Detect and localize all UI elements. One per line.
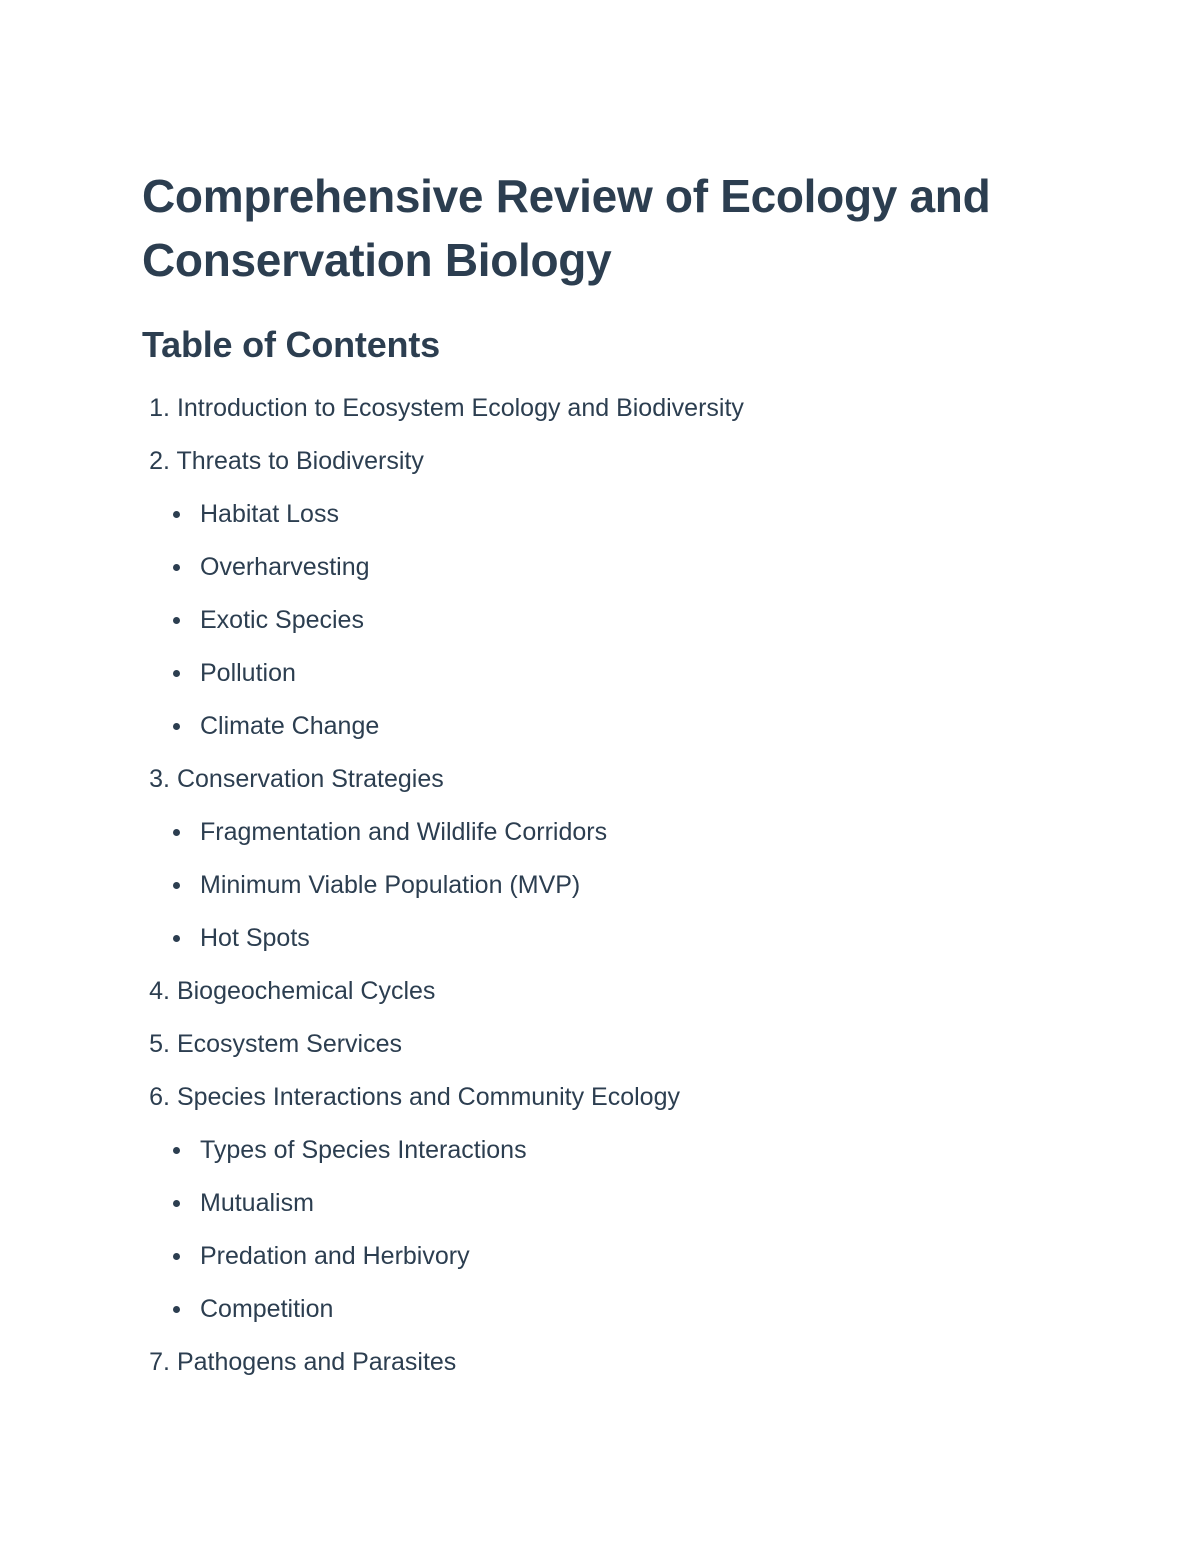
- bullet-icon: [173, 723, 180, 730]
- bullet-icon: [173, 935, 180, 942]
- toc-subitem-label: Habitat Loss: [200, 500, 339, 528]
- toc-item: [142, 445, 1062, 742]
- toc-subitem: [142, 869, 1062, 901]
- toc-subitem: [142, 1293, 1062, 1325]
- toc-subitem-label: Overharvesting: [200, 553, 370, 581]
- toc-subitem: [142, 657, 1062, 689]
- toc-item-label: Species Interactions and Community Ecology: [176, 1083, 680, 1111]
- toc-item-label: Introduction to Ecosystem Ecology and Biodiversity: [176, 394, 744, 422]
- toc-item: [142, 392, 1062, 424]
- toc-subitem: [142, 604, 1062, 636]
- toc-subitem-label: Exotic Species: [200, 606, 364, 634]
- bullet-icon: [173, 511, 180, 518]
- toc-subitem: [142, 551, 1062, 583]
- toc-subitem-label: Predation and Herbivory: [200, 1242, 470, 1270]
- toc-subitem-label: Mutualism: [200, 1189, 314, 1217]
- toc-item: [142, 975, 1062, 1007]
- bullet-icon: [173, 829, 180, 836]
- toc-item-label: Conservation Strategies: [176, 765, 444, 793]
- toc-item-number: 3.: [149, 765, 170, 793]
- toc-subitem-label: Types of Species Interactions: [200, 1136, 527, 1164]
- toc-subitem-label: Climate Change: [200, 712, 380, 740]
- bullet-icon: [173, 617, 180, 624]
- document-title: Comprehensive Review of Ecology and Conservation Biology: [142, 170, 991, 286]
- document-page: [142, 164, 1062, 1399]
- toc-item-number: 4.: [149, 977, 170, 1005]
- toc-sublist: [142, 498, 1062, 742]
- toc-item-label: Biogeochemical Cycles: [176, 977, 436, 1005]
- bullet-icon: [173, 1253, 180, 1260]
- toc-subitem-label: Minimum Viable Population (MVP): [200, 871, 581, 899]
- bullet-icon: [173, 1200, 180, 1207]
- toc-subitem-label: Competition: [200, 1295, 334, 1323]
- toc-sublist: [142, 1134, 1062, 1325]
- toc-item-number: 2.: [149, 447, 170, 475]
- toc-subitem: [142, 1134, 1062, 1166]
- toc-item-label: Ecosystem Services: [176, 1030, 403, 1058]
- bullet-icon: [173, 670, 180, 677]
- bullet-icon: [173, 564, 180, 571]
- toc-subitem: [142, 710, 1062, 742]
- toc-heading: Table of Contents: [142, 324, 440, 365]
- table-of-contents: [142, 392, 1062, 1378]
- toc-item-number: 7.: [149, 1348, 170, 1376]
- toc-item-label: Threats to Biodiversity: [176, 447, 424, 475]
- toc-item: [142, 763, 1062, 954]
- toc-subitem-label: Fragmentation and Wildlife Corridors: [200, 818, 608, 846]
- toc-item-number: 5.: [149, 1030, 170, 1058]
- toc-subitem: [142, 922, 1062, 954]
- toc-item: [142, 1081, 1062, 1325]
- toc-sublist: [142, 816, 1062, 954]
- toc-subitem: [142, 498, 1062, 530]
- toc-subitem: [142, 1240, 1062, 1272]
- toc-item: [142, 1028, 1062, 1060]
- bullet-icon: [173, 882, 180, 889]
- bullet-icon: [173, 1147, 180, 1154]
- toc-subitem-label: Pollution: [200, 659, 296, 687]
- toc-item-number: 6.: [149, 1083, 170, 1111]
- toc-item: [142, 1346, 1062, 1378]
- toc-item-label: Pathogens and Parasites: [176, 1348, 457, 1376]
- toc-subitem-label: Hot Spots: [200, 924, 310, 952]
- toc-subitem: [142, 1187, 1062, 1219]
- toc-item-number: 1.: [149, 394, 170, 422]
- bullet-icon: [173, 1306, 180, 1313]
- toc-subitem: [142, 816, 1062, 848]
